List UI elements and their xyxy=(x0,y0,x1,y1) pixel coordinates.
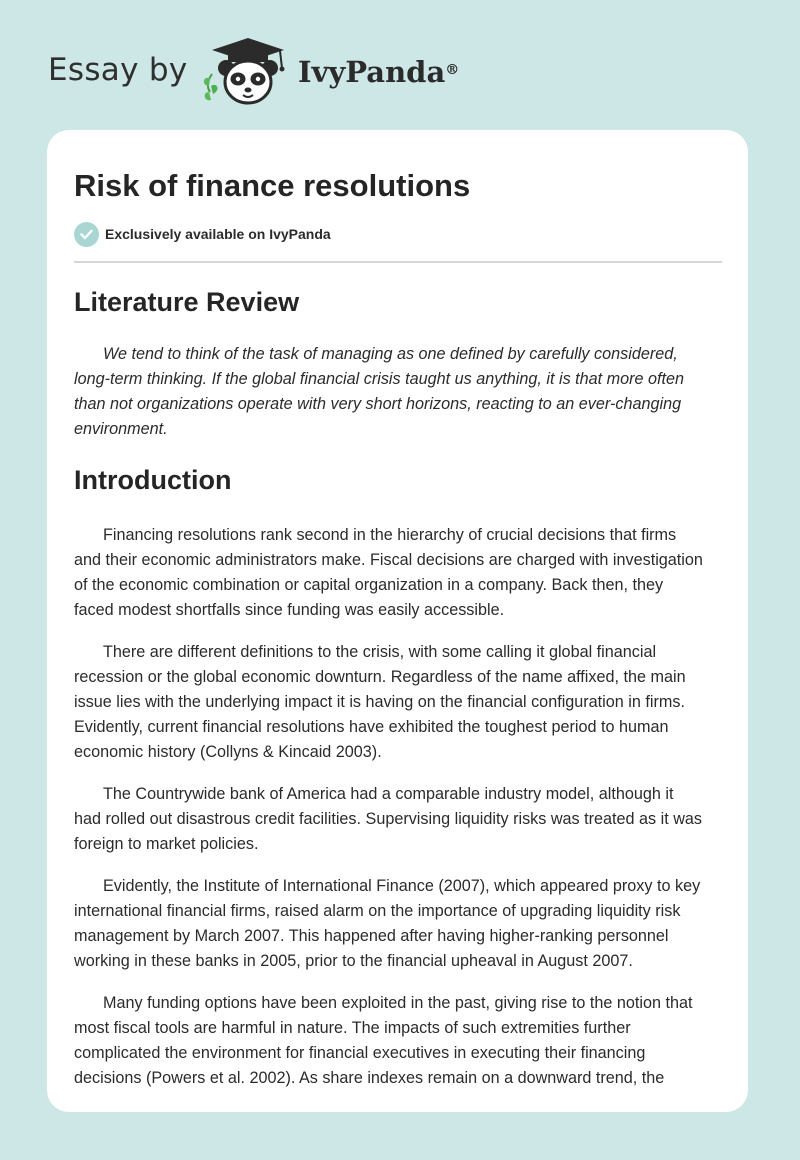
section-heading-literature-review: Literature Review xyxy=(74,287,300,317)
registered-mark: ® xyxy=(445,62,460,78)
section-heading-introduction: Introduction xyxy=(74,465,232,495)
exclusive-label: Exclusively available on IvyPanda xyxy=(105,226,331,242)
paragraph: Many funding options have been exploited in the past, giving rise to the notion that most fiscal tools are harmful in nature. The impacts of such extremities further complicated the environment for financial executives in executing their financing decisions (Powers et al. 2002). As share indexes remain on a downward trend, the xyxy=(74,994,693,1087)
essay-by-label: Essay by xyxy=(48,52,188,88)
paragraph: The Countrywide bank of America had a comparable industry model, although it had rolled out disastrous credit facilities. Supervising liquidity risks was treated as it was foreign to market policies. xyxy=(74,785,702,853)
site-header xyxy=(0,0,800,130)
panda-graduate-icon[interactable] xyxy=(198,34,294,110)
page-title: Risk of finance resolutions xyxy=(74,168,471,203)
essay-card xyxy=(47,130,748,1112)
essay-body xyxy=(74,280,722,1091)
paragraph: Evidently, the Institute of International Finance (2007), which appeared proxy to key international financial firms, raised alarm on the importance of upgrading liquidity risk management by March 2007. This happened after having higher-ranking personnel working in these banks in 2005, prior to the financial upheaval in August 2007. xyxy=(74,877,701,970)
paragraph: Financing resolutions rank second in the hierarchy of crucial decisions that firms and their economic administrators make. Fiscal decisions are charged with investigation of the economic combination or capital organization in a company. Back then, they faced modest shortfalls since funding was easily accessible. xyxy=(74,526,703,619)
check-circle-icon xyxy=(74,222,99,247)
divider xyxy=(74,261,722,263)
exclusive-badge xyxy=(74,221,331,247)
paragraph: We tend to think of the task of managing as one defined by carefully considered, long-term thinking. If the global financial crisis taught us anything, it is that more often than not organizations operate with very short horizons, reacting to an ever-changing environment. xyxy=(74,345,685,438)
brand-name[interactable]: IvyPanda® xyxy=(298,55,460,89)
paragraph: There are different definitions to the crisis, with some calling it global financial recession or the global economic downturn. Regardless of the name affixed, the main issue lies with the underlying impact it is having on the financial configuration in firms. Evidently, current financial resolutions have exhibited the toughest period to human economic history (Collyns & Kincaid 2003). xyxy=(74,643,686,761)
